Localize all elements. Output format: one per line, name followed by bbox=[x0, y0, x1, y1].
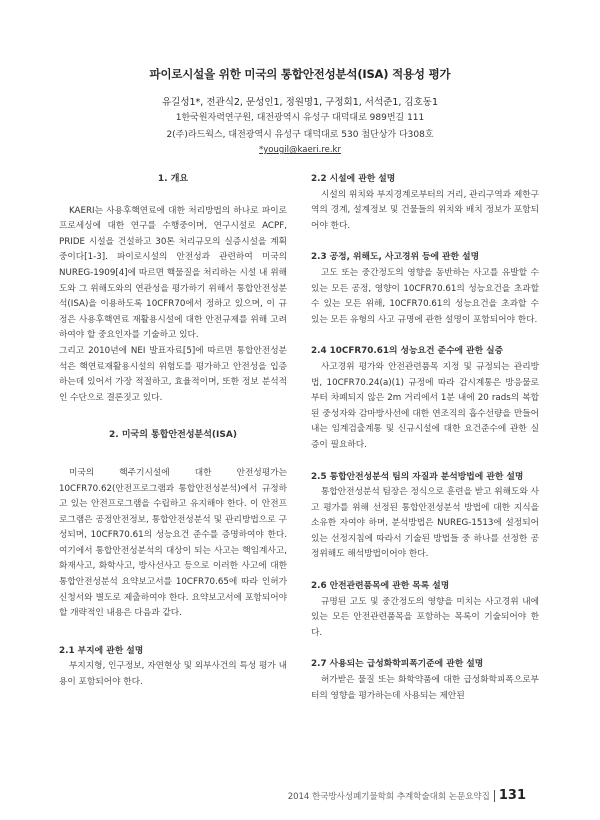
left-column bbox=[59, 172, 287, 691]
paragraph: 사고경위 평가와 안전관련품목 지정 및 규정되는 관리방법, 10CFR70.24(a)(1) 규정에 따라 감시계통은 방응물로부터 차폐되지 않은 2m 거리에서 1분 내에 20 rads의 복합된 중성자와 감마방사선에 대한 연조직의 흡수선량을 만들어내는 임계검출계통 및 신규시설에 대한 요건준수에 관한 실증이 필요하다. bbox=[311, 361, 539, 450]
subsection-heading: 2.1 부지에 관한 설명 bbox=[59, 645, 144, 656]
subsection-heading: 2.5 통합안전성분석 팀의 자질과 분석방법에 관한 설명 bbox=[311, 471, 524, 482]
subsection-heading: 2.7 사용되는 급성화학피폭기준에 관한 설명 bbox=[311, 659, 484, 670]
paragraph: 고도 또는 중간정도의 영향을 동반하는 사고를 유발할 수 있는 모든 공정, 영향이 10CFR70.61의 성능요건을 초과할 수 있는 모든 위해, 10CFR70.61의 성능요건을 초과할 수 있는 모든 유형의 사고 규명에 관한 설명이 포함되어야 한다. bbox=[311, 267, 539, 325]
paragraph: KAERI는 사용후핵연료에 대한 처리방법의 하나로 파이로프로세싱에 대한 연구를 수행중이며, 연구시설로 ACPF, PRIDE 시설을 건설하고 30톤 처리규모의 실증시설을 계획 중이다[1-3]. 파이로시설의 안전성과 관련하여 미국의 NUREG-1909[4]에 따르면 핵물질을 처리하는 시설 내 위해도와 그 위해도와의 연관성을 평가하기 위해서 통합안전성분석(ISA)을 이용하도록 10CFR70에서 정하고 있으며, 이 규정은 사용후핵연료 재활용시설에 대한 안전규제를 위해 고려하여야 할 중요인자를 기술하고 있다. bbox=[59, 205, 287, 341]
page-number: 131 bbox=[498, 788, 526, 803]
paragraph: 시설의 위치와 부지경계로부터의 거리, 관리구역과 제한구역의 경계, 설계정보 및 건물들의 위치와 배치 정보가 포함되어야 한다. bbox=[311, 189, 539, 231]
subsection-heading: 2.2 시설에 관한 설명 bbox=[311, 174, 396, 184]
subsection-heading: 2.6 안전관련품목에 관한 목록 설명 bbox=[311, 581, 450, 592]
paragraph: 통합안전성분석 팀장은 정식으로 훈련을 받고 위해도와 사고 평가를 위해 선정된 통합안전성분석 방법에 대한 지식을 소유한 자여야 하며, 분석방법은 NUREG-1513에 설정되어 있는 선정지침에 따라서 기술된 방법들 중 하나를 선정한 공정위해도 해석방법이어야 한다. bbox=[311, 487, 539, 560]
affiliation-1: 1한국원자력연구원, 대전광역시 유성구 대덕대로 989번길 111 bbox=[175, 113, 425, 123]
footer-divider bbox=[494, 790, 495, 802]
paragraph: 미국의 핵주기시설에 대한 안전성평가는 10CFR70.62(안전프로그램과 통합안전성분석)에서 규정하고 있는 안전프로그램을 수립하고 유지해야 한다. 이 안전프로그램은 공정안전정보, 통합안전성분석 및 관리방법으로 구성되며, 10CFR70.61의 성능요건 준수를 증명하여야 한다. 여기에서 통합안전성분석의 대상이 되는 사고는 핵임계사고, 화재사고, 화학사고, 방사선사고 등으로 이러한 사고에 대한 통합안전성분석 요약보고서를 10CFR70.65에 따라 인허가신청서와 별도로 제출하여야 한다. 요약보고서에 포함되어야 할 개략적인 내용은 다음과 같다. bbox=[59, 467, 287, 619]
contact-email[interactable]: *yougil@kaeri.re.kr bbox=[259, 145, 341, 155]
paper-title: 파이로시설을 위한 미국의 통합안전성분석(ISA) 적용성 평가 bbox=[149, 67, 451, 81]
footer-text: 2014 한국방사성폐기물학회 추계학술대회 논문요약집 bbox=[287, 791, 490, 802]
subsection-heading: 2.3 공정, 위해도, 사고경위 등에 관한 설명 bbox=[311, 252, 480, 263]
affiliation-2: 2(주)라드웍스, 대전광역시 유성구 대덕대로 530 첨단상가 다308호 bbox=[166, 130, 434, 140]
right-column bbox=[311, 172, 539, 704]
section-heading: 2. 미국의 통합안전성분석(ISA) bbox=[109, 430, 237, 441]
subsection-heading: 2.4 10CFR70.61의 성능요건 준수에 관한 실증 bbox=[311, 346, 504, 357]
author-list: 유길성1*, 전관식2, 문성인1, 정원명1, 구정회1, 서석준1, 김호동1 bbox=[161, 97, 438, 108]
paragraph: 규명된 고도 및 중간정도의 영향을 미치는 사고경위 내에 있는 모든 안전관련품목을 포함하는 목록이 기술되어야 한다. bbox=[311, 596, 539, 638]
paragraph: 부지지형, 인구정보, 자연현상 및 외부사건의 특성 평가 내용이 포함되어야 한다. bbox=[59, 661, 287, 688]
paragraph: 허가받은 물질 또는 화학약품에 대한 급성화학피폭으로부터의 영향을 평가하는데 사용되는 제안된 bbox=[311, 675, 539, 701]
paragraph: 그리고 2010년에 NEI 발표자료[5]에 따르면 통합안전성분석은 핵연료재활용시설의 위험도를 평가하고 안전성을 입증하는데 있어서 가장 적절하고, 효율적이며, 또한 정보 분석적인 수단으로 결론짓고 있다. bbox=[59, 345, 287, 403]
section-heading: 1. 개요 bbox=[157, 174, 189, 184]
page-footer bbox=[288, 788, 526, 803]
